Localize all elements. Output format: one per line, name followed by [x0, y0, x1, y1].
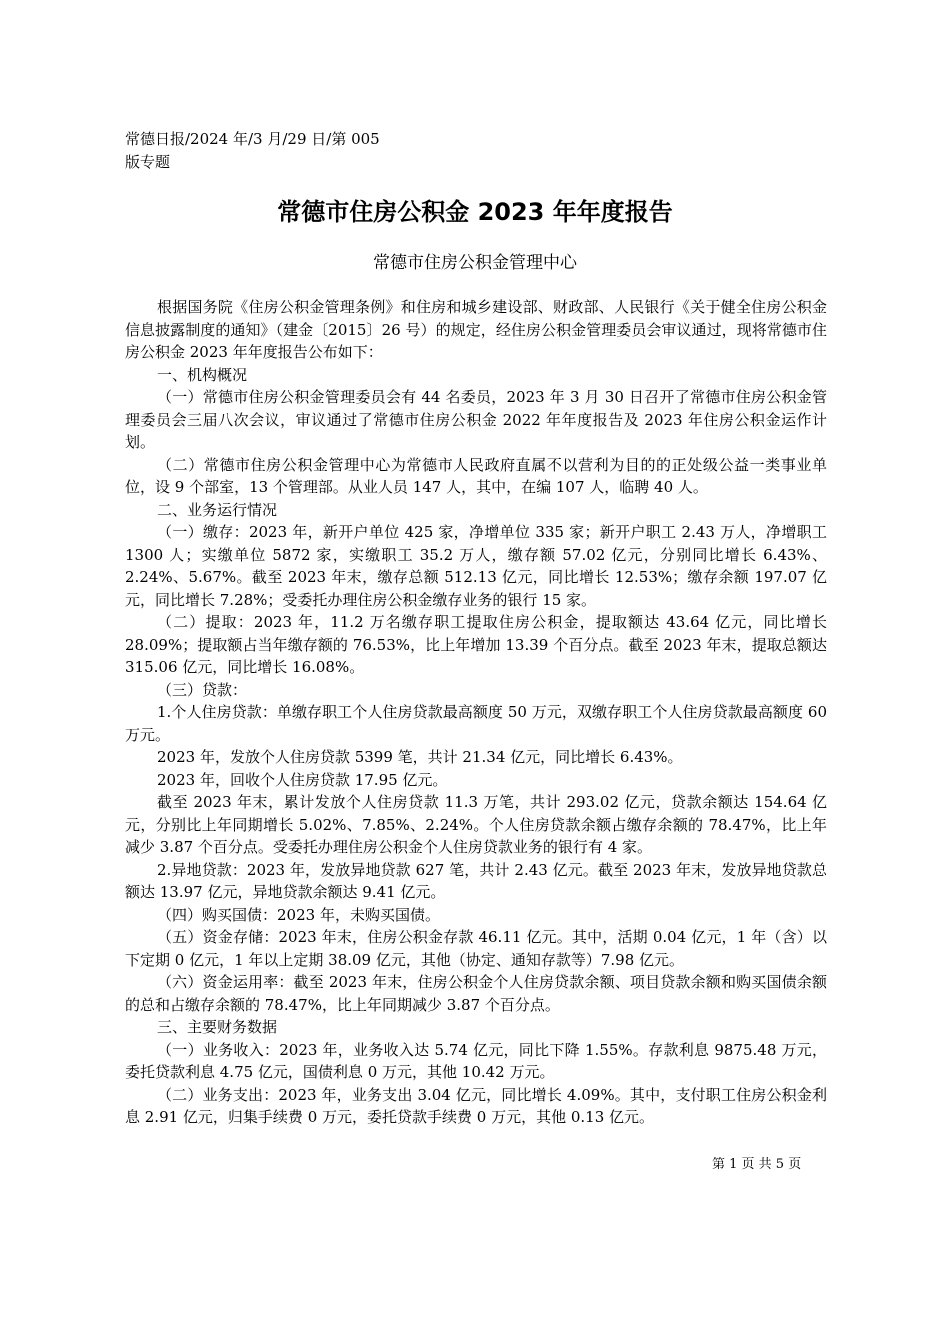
subsection-heading: （三）贷款：: [157, 680, 248, 699]
paragraph: （二）常德市住房公积金管理中心为常德市人民政府直属不以营利为目的的正处级公益一类事业单位，设 9 个部室，13 个管理部。从业人员 147 人，其中，在编 107 人，临聘 40 人。: [125, 455, 827, 496]
paragraph: （二）业务支出：2023 年，业务支出 3.04 亿元，同比增长 4.09%。其中，支付职工住房公积金利息 2.91 亿元，归集手续费 0 万元，委托贷款手续费 0 万元，其他 0.13 亿元。: [125, 1085, 827, 1126]
paragraph: 截至 2023 年末，累计发放个人住房贷款 11.3 万笔，共计 293.02 亿元，贷款余额达 154.64 亿元，分别比上年同期增长 5.02%、7.85%、2.24%。个人住房贷款余额占缴存余额的 78.47%，比上年减少 3.87 个百分点。受委托办理住房公积金个人住房贷款业务的银行有 4 家。: [125, 793, 827, 856]
paragraph-intro: 根据国务院《住房公积金管理条例》和住房和城乡建设部、财政部、人民银行《关于健全住房公积金信息披露制度的通知》（建金〔2015〕26 号）的规定，经住房公积金管理委员会审议通过，现将常德市住房公积金 2023 年年度报告公布如下：: [125, 298, 827, 361]
source-line: 常德日报/2024 年/3 月/29 日/第 005 版专题: [125, 130, 380, 171]
paragraph: （六）资金运用率：截至 2023 年末，住房公积金个人住房贷款余额、项目贷款余额和购买国债余额的总和占缴存余额的 78.47%，比上年同期减少 3.87 个百分点。: [125, 973, 827, 1014]
paragraph: （一）业务收入：2023 年，业务收入达 5.74 亿元，同比下降 1.55%。存款利息 9875.48 万元，委托贷款利息 4.75 亿元，国债利息 0 万元，其他 10.42 万元。: [125, 1040, 827, 1081]
paragraph: （二）提取：2023 年，11.2 万名缴存职工提取住房公积金，提取额达 43.64 亿元，同比增长 28.09%；提取额占当年缴存额的 76.53%，比上年增加 13.39 个百分点。截至 2023 年末，提取总额达 315.06 亿元，同比增长 16.08%。: [125, 613, 827, 676]
page-title: 常德市住房公积金 2023 年年度报告: [277, 198, 673, 226]
report-body: [125, 296, 827, 1129]
paragraph: （五）资金存储：2023 年末，住房公积金存款 46.11 亿元。其中，活期 0.04 亿元，1 年（含）以下定期 0 亿元，1 年以上定期 38.09 亿元，其他（协定、通知存款等）7.98 亿元。: [125, 928, 827, 969]
paragraph: （一）缴存：2023 年，新开户单位 425 家，净增单位 335 家；新开户职工 2.43 万人，净增职工 1300 人；实缴单位 5872 家，实缴职工 35.2 万人，缴存额 57.02 亿元，分别同比增长 6.43%、2.24%、5.67%。截至 2023 年末，缴存总额 512.13 亿元，同比增长 12.53%；缴存余额 197.07 亿元，同比增长 7.28%；受委托办理住房公积金缴存业务的银行 15 家。: [125, 523, 827, 609]
section-heading: 三、主要财务数据: [157, 1018, 278, 1036]
paragraph: 1.个人住房贷款：单缴存职工个人住房贷款最高额度 50 万元，双缴存职工个人住房贷款最高额度 60 万元。: [125, 703, 827, 744]
paragraph: 2.异地贷款：2023 年，发放异地贷款 627 笔，共计 2.43 亿元。截至 2023 年末，发放异地贷款总额达 13.97 亿元，异地贷款余额达 9.41 亿元。: [125, 860, 827, 901]
section-heading: 一、机构概况: [157, 365, 248, 384]
paragraph: 2023 年，发放个人住房贷款 5399 笔，共计 21.34 亿元，同比增长 6.43%。: [157, 748, 683, 766]
issuing-organization: 常德市住房公积金管理中心: [373, 253, 577, 273]
paragraph: 2023 年，回收个人住房贷款 17.95 亿元。: [157, 770, 448, 789]
paragraph: （一）常德市住房公积金管理委员会有 44 名委员，2023 年 3 月 30 日召开了常德市住房公积金管理委员会三届八次会议，审议通过了常德市住房公积金 2022 年年度报告及 2023 年住房公积金运作计划。: [125, 388, 827, 451]
page-number: 第 1 页 共 5 页: [712, 1157, 802, 1172]
section-heading: 二、业务运行情况: [157, 500, 278, 519]
paragraph: （四）购买国债：2023 年，未购买国债。: [157, 905, 440, 924]
